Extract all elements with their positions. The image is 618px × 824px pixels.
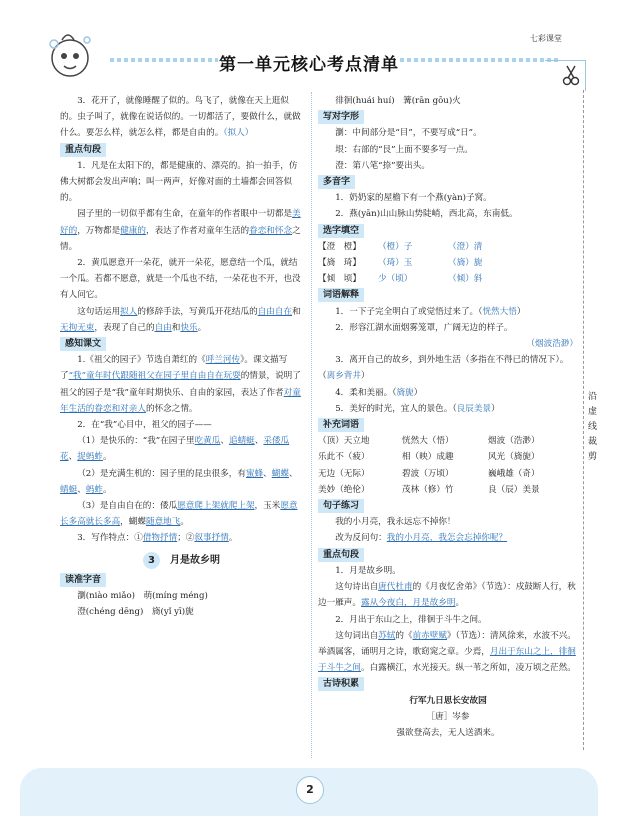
section-heading: 重点句段 xyxy=(60,143,106,157)
text-para: 徘徊(huái huí) 篝(rān gōu)火 xyxy=(335,96,461,106)
text-para: （烟波浩渺） xyxy=(526,339,578,350)
page-title: 第一单元核心考点清单 xyxy=(219,55,399,75)
text-para: 3．离开自己的故乡，到外地生活（多指在不得已的情况下）。（离乡背井） xyxy=(318,355,569,382)
text-para: 改为反问句：我的小月亮，我怎会忘掉你呢？ xyxy=(335,533,508,544)
section-heading: 古诗积累 xyxy=(318,677,364,691)
brand-label: 七彩课堂 xyxy=(530,34,562,43)
text-para: 1．月是故乡明。 xyxy=(335,565,401,576)
fill-row: 【旖 琦】 （琦）玉 （旖）旎 xyxy=(318,258,483,269)
text-para: 1．一下子完全明白了或觉悟过来了。（恍然大悟） xyxy=(335,306,526,317)
text-para: 1.《祖父的园子》节选自萧红的《呼兰河传》。课文描写了“我”童年时代跟随祖父在园子里自由自在玩耍的情景，说明了祖父的园子是“我”童年时期快乐、自由的家园，表达了作者对童年生活的眷恋和对亲人的怀念之情。 xyxy=(60,355,301,414)
text-para: 3．写作特点：①借物抒情；②叙事抒情。 xyxy=(77,533,238,544)
text-para: 2．在“我”心目中，祖父的园子—— xyxy=(77,420,212,431)
section-heading: 重点句段 xyxy=(318,548,364,562)
text-para: 我的小月亮，我永远忘不掉你！ xyxy=(335,517,456,528)
section-heading: 多音字 xyxy=(318,175,355,189)
column-divider xyxy=(311,92,312,758)
section-heading: 句子练习 xyxy=(318,499,364,513)
lesson-number: 3 xyxy=(143,552,160,569)
header-corner-line xyxy=(545,60,586,91)
section-heading: 补充词语 xyxy=(318,418,364,432)
text-para: 5．美好的时光，宜人的景色。（良辰美景） xyxy=(335,403,500,414)
cut-label: 沿虚线裁剪 xyxy=(588,392,598,462)
text-para: 瀏：中间部分是“目”，不要写成“日”。 xyxy=(335,128,482,139)
text-para: 2．月出于东山之上，徘徊于斗牛之间。 xyxy=(335,614,487,625)
text-para: 这句词出自苏轼的《前赤壁赋》（节选）：清风徐来，水波不兴。举酒属客，诵明月之诗，歌窈窕之章。少焉，月出于东山之上，徘徊于斗牛之间。白露横江，水光接天。纵一苇之所如，凌万顷之茫然。 xyxy=(318,630,576,674)
text-para: 2．形容江湖水面烟雾笼罩，广阔无边的样子。 xyxy=(335,322,513,333)
poem-title: 行军九日思长安故园 xyxy=(409,695,487,706)
section-heading: 感知课文 xyxy=(60,337,106,351)
text-para: 澄(chéng dēng) 旖(yǐ yī)旎 xyxy=(77,607,194,618)
text-para: 2．燕(yān)山山脉山势陡峭，西北高，东南低。 xyxy=(335,209,518,220)
text-para: 4．柔和美丽。（旖旎） xyxy=(335,387,423,398)
comp-row: 乐此不（疲） 相（映）成趣 风光（旖旎） xyxy=(318,452,540,463)
fill-row: 【倾 顷】 少（顷） （倾）斜 xyxy=(318,274,483,285)
section-heading: 词语解释 xyxy=(318,288,364,302)
lesson-title: 3 月是故乡明 xyxy=(60,552,303,569)
text-para: 2．黄瓜愿意开一朵花，就开一朵花，愿意结一个瓜，就结一个瓜。若都不愿意，就是一个瓜也不结，一朵花也不开，也没有人问它。 xyxy=(60,258,301,301)
right-column xyxy=(318,93,578,741)
text-para: 这句话运用拟人的修辞手法，写黄瓜开花结瓜的自由自在和无拘无束，表现了自己的自由和快乐。 xyxy=(60,306,301,333)
section-heading: 读准字音 xyxy=(60,573,106,587)
page-number: 2 xyxy=(296,776,324,804)
text-para: （1）是快乐的：“我”在园子里吃黄瓜、追蜻蜓、采倭瓜花、捉蚂蚱。 xyxy=(60,436,290,463)
text-para: 这句诗出自唐代杜甫的《月夜忆舍弟》（节选）：戍鼓断人行，秋边一雁声。露从今夜白，月是故乡明。 xyxy=(318,582,576,609)
comp-row: （顶）天立地 恍然大（悟） 烟波（浩渺） xyxy=(318,436,540,447)
text-para: 澄：第八笔“捺”要出头。 xyxy=(335,160,430,171)
fill-row: 【澄 橙】 （橙）子 （澄）清 xyxy=(318,241,483,252)
poem-line: 强欲登高去，无人送酒来。 xyxy=(396,727,500,738)
comp-row: 美妙（绝伦） 茂林（修）竹 良（辰）美景 xyxy=(318,484,540,495)
left-column xyxy=(60,93,303,621)
text-para: 1．奶奶家的屋檐下有一个燕(yàn)子窝。 xyxy=(335,193,492,204)
text-para: 1．凡是在太阳下的，都是健康的、漂亮的。拍一拍手，仿佛大树都会发出声响；叫一两声，好像对面的土墙都会回答似的。 xyxy=(60,160,298,204)
text-para: 园子里的一切似乎都有生命，在童年的作者眼中一切都是美好的，万物都是健康的，表达了作者对童年生活的眷恋和怀念之情。 xyxy=(60,209,301,252)
comp-row: 无边（无际） 碧波（万顷） 巍峨雄（奇） xyxy=(318,468,540,479)
text-para: 垠：右部的“艮”上面不要多写一点。 xyxy=(335,144,473,155)
section-heading: 选字填空 xyxy=(318,224,364,238)
cut-line xyxy=(583,90,584,750)
text-para: （2）是充满生机的：园子里的昆虫很多，有蜜蜂、蝴蝶、蜻蜓、蚂蚱。 xyxy=(60,468,298,495)
poem-author: ［唐］岑参 xyxy=(426,711,470,722)
section-heading: 写对字形 xyxy=(318,110,364,124)
text-para: 3．花开了，就像睡醒了似的。鸟飞了，就像在天上逛似的。虫子叫了，就像在说话似的。一切都活了，要做什么，就做什么。要怎么样，就怎么样，都是自由的。（拟人） xyxy=(60,96,301,139)
text-para: （3）是自由自在的：倭瓜愿意爬上架就爬上架，玉米愿意长多高就长多高，蝴蝶随意地飞。 xyxy=(60,501,298,528)
text-para: 瀏(niào miǎo) 萌(míng méng) xyxy=(77,591,208,602)
